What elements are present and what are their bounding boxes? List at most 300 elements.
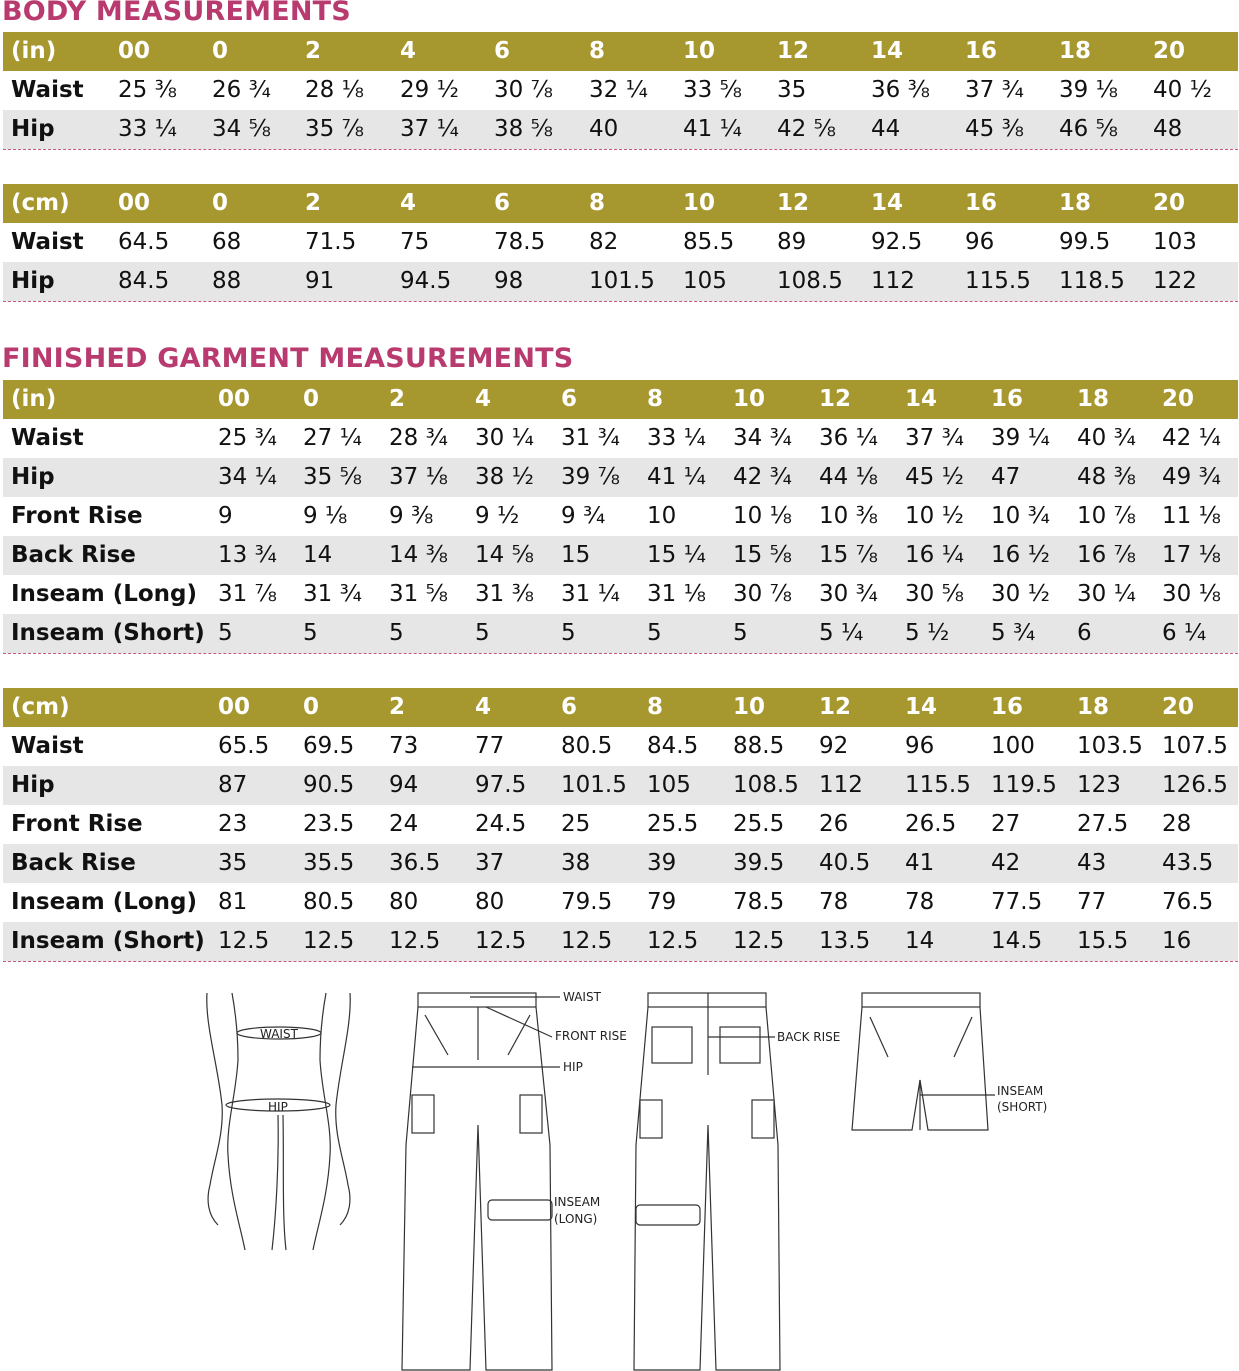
measurement-cell: 16 ¼ (905, 542, 964, 568)
diagram-label-inseam-short-2: (SHORT) (997, 1100, 1048, 1114)
measurement-cell: 80 (389, 889, 419, 915)
measurement-cell: 84.5 (118, 268, 170, 294)
measurement-cell: 6 (1077, 620, 1092, 646)
measurement-cell: 42 ⅝ (777, 116, 836, 142)
table-row (3, 844, 1238, 883)
measurement-cell: 71.5 (305, 229, 357, 255)
table-row (3, 262, 1238, 301)
measurement-cell: 14.5 (991, 928, 1043, 954)
measurement-cell: 119.5 (991, 772, 1057, 798)
measurement-cell: 38 ⅝ (494, 116, 553, 142)
measurement-cell: 43.5 (1162, 850, 1214, 876)
measurement-cell: 85.5 (683, 229, 735, 255)
measurement-cell: 35 ⅝ (303, 464, 362, 490)
size-header: 2 (389, 386, 406, 412)
measurement-cell: 78 (819, 889, 849, 915)
measurement-cell: 33 ¼ (118, 116, 177, 142)
size-header: 4 (400, 190, 417, 216)
diagram-label-inseam-short-1: INSEAM (997, 1084, 1044, 1098)
measurement-cell: 37 ⅛ (389, 464, 448, 490)
row-label: Waist (11, 77, 84, 103)
measurement-cell: 69.5 (303, 733, 355, 759)
measurement-cell: 16 ½ (991, 542, 1050, 568)
measurement-cell: 5 (647, 620, 662, 646)
garment-cm-table (3, 688, 1238, 962)
measurement-cell: 90.5 (303, 772, 355, 798)
measurement-cell: 122 (1153, 268, 1197, 294)
measurement-cell: 39 (647, 850, 677, 876)
measurement-cell: 79 (647, 889, 677, 915)
measurement-cell: 15 ⅝ (733, 542, 792, 568)
size-header: 16 (965, 190, 998, 216)
size-header: 14 (905, 386, 938, 412)
measurement-cell: 30 ⅛ (1162, 581, 1221, 607)
measurement-cell: 10 ¾ (991, 503, 1050, 529)
diagram-label-inseam-long-1: INSEAM (554, 1195, 601, 1209)
measurement-cell: 29 ½ (400, 77, 459, 103)
size-header: 00 (118, 38, 151, 64)
size-header: 20 (1153, 190, 1186, 216)
measurement-cell: 92.5 (871, 229, 923, 255)
measurement-cell: 96 (905, 733, 935, 759)
size-header: 18 (1059, 190, 1092, 216)
size-header: 14 (905, 694, 938, 720)
measurement-cell: 39 ¼ (991, 425, 1050, 451)
size-header: 0 (303, 386, 320, 412)
measurement-cell: 9 ¾ (561, 503, 606, 529)
measurement-cell: 40 ¾ (1077, 425, 1136, 451)
measurement-cell: 97.5 (475, 772, 527, 798)
measurement-cell: 34 ⅝ (212, 116, 271, 142)
measurement-cell: 89 (777, 229, 807, 255)
measurement-cell: 82 (589, 229, 619, 255)
measurement-cell: 40 (589, 116, 619, 142)
measurement-cell: 9 ⅛ (303, 503, 348, 529)
table-header-row (3, 184, 1238, 223)
diagram-label-front-rise: FRONT RISE (555, 1029, 627, 1043)
measurement-cell: 41 (905, 850, 935, 876)
measurement-cell: 31 ⅛ (647, 581, 706, 607)
size-header: 8 (647, 694, 664, 720)
diagram-label-back-rise: BACK RISE (777, 1030, 841, 1044)
row-label: Hip (11, 268, 55, 294)
diagram-label-waist: WAIST (563, 990, 601, 1004)
measurement-cell: 35 (777, 77, 807, 103)
measurement-cell: 17 ⅛ (1162, 542, 1221, 568)
measurement-cell: 30 ⅞ (494, 77, 553, 103)
measurement-cell: 10 ½ (905, 503, 964, 529)
measurement-cell: 12.5 (389, 928, 441, 954)
body-in-table (3, 32, 1238, 150)
measurement-cell: 103 (1153, 229, 1197, 255)
row-label: Waist (11, 425, 84, 451)
measurement-cell: 44 ⅛ (819, 464, 878, 490)
measurement-cell: 38 (561, 850, 591, 876)
measurement-cell: 41 ¼ (647, 464, 706, 490)
measurement-cell: 88.5 (733, 733, 785, 759)
body-cm-table (3, 184, 1238, 302)
measurement-cell: 80.5 (561, 733, 613, 759)
row-label: Hip (11, 772, 55, 798)
size-header: 4 (475, 386, 492, 412)
measurement-cell: 31 ⅜ (475, 581, 534, 607)
measurement-cell: 12.5 (218, 928, 270, 954)
measurement-cell: 31 ¾ (561, 425, 620, 451)
unit-label: (in) (11, 386, 57, 412)
measurement-cell: 27 ¼ (303, 425, 362, 451)
size-header: 20 (1162, 694, 1195, 720)
size-header: 0 (303, 694, 320, 720)
measurement-cell: 65.5 (218, 733, 270, 759)
size-header: 14 (871, 38, 904, 64)
unit-label: (cm) (11, 190, 70, 216)
measurement-cell: 15.5 (1077, 928, 1129, 954)
table-row (3, 766, 1238, 805)
size-header: 6 (494, 38, 511, 64)
size-header: 16 (965, 38, 998, 64)
diagram-label-inseam-long-2: (LONG) (554, 1212, 598, 1226)
table-row (3, 536, 1238, 575)
measurement-cell: 68 (212, 229, 242, 255)
measurement-cell: 12.5 (647, 928, 699, 954)
measurement-cell: 25.5 (733, 811, 785, 837)
measurement-cell: 39 ⅛ (1059, 77, 1118, 103)
table-row (3, 223, 1238, 262)
measurement-cell: 27 (991, 811, 1021, 837)
measurement-cell: 34 ¾ (733, 425, 792, 451)
measurement-cell: 12.5 (303, 928, 355, 954)
measurement-cell: 80.5 (303, 889, 355, 915)
table-row (3, 922, 1238, 961)
measurement-cell: 26 (819, 811, 849, 837)
measurement-cell: 32 ¼ (589, 77, 648, 103)
measurement-cell: 101.5 (561, 772, 627, 798)
measurement-cell: 26 ¾ (212, 77, 271, 103)
measurement-cell: 10 (647, 503, 677, 529)
measurement-cell: 108.5 (777, 268, 843, 294)
size-header: 00 (118, 190, 151, 216)
measurement-cell: 94.5 (400, 268, 452, 294)
measurement-cell: 77 (475, 733, 505, 759)
measurement-cell: 33 ⅝ (683, 77, 742, 103)
row-label: Waist (11, 229, 84, 255)
measurement-cell: 15 ¼ (647, 542, 706, 568)
measurement-cell: 42 ¼ (1162, 425, 1221, 451)
size-header: 10 (733, 694, 766, 720)
unit-label: (in) (11, 38, 57, 64)
measurement-cell: 24.5 (475, 811, 527, 837)
measurement-cell: 112 (871, 268, 915, 294)
table-bottom-border (3, 961, 1238, 962)
measurement-cell: 5 (389, 620, 404, 646)
measurement-cell: 37 ¾ (905, 425, 964, 451)
measurement-cell: 77 (1077, 889, 1107, 915)
table-row (3, 805, 1238, 844)
long-pants-back-illustration (634, 993, 780, 1370)
measurement-cell: 88 (212, 268, 242, 294)
measurement-cell: 13.5 (819, 928, 871, 954)
measurement-cell: 36.5 (389, 850, 441, 876)
row-label: Hip (11, 116, 55, 142)
row-label: Back Rise (11, 850, 136, 876)
measurement-cell: 79.5 (561, 889, 613, 915)
row-label: Inseam (Short) (11, 620, 205, 646)
row-label: Waist (11, 733, 84, 759)
size-header: 20 (1153, 38, 1186, 64)
table-row (3, 497, 1238, 536)
measurement-cell: 16 ⅞ (1077, 542, 1136, 568)
size-header: 8 (589, 38, 606, 64)
row-label: Inseam (Long) (11, 581, 198, 607)
measurement-cell: 47 (991, 464, 1021, 490)
measurement-cell: 5 ¾ (991, 620, 1036, 646)
measurement-cell: 41 ¼ (683, 116, 742, 142)
size-header: 8 (647, 386, 664, 412)
measurement-cell: 40 ½ (1153, 77, 1212, 103)
measurement-cell: 80 (475, 889, 505, 915)
measurement-cell: 30 ⅝ (905, 581, 964, 607)
measurement-cell: 44 (871, 116, 901, 142)
size-header: 00 (218, 694, 251, 720)
measurement-cell: 16 (1162, 928, 1192, 954)
finished-garment-title: FINISHED GARMENT MEASUREMENTS (2, 343, 574, 374)
row-label: Inseam (Long) (11, 889, 198, 915)
measurement-cell: 84.5 (647, 733, 699, 759)
measurement-cell: 23 (218, 811, 248, 837)
measurement-cell: 31 ⅝ (389, 581, 448, 607)
measurement-cell: 94 (389, 772, 419, 798)
measurement-cell: 15 ⅞ (819, 542, 878, 568)
measurement-cell: 92 (819, 733, 849, 759)
measurement-cell: 36 ¼ (819, 425, 878, 451)
size-header: 20 (1162, 386, 1195, 412)
size-header: 16 (991, 694, 1024, 720)
size-header: 00 (218, 386, 251, 412)
measurement-cell: 118.5 (1059, 268, 1125, 294)
measurement-cell: 123 (1077, 772, 1121, 798)
measurement-cell: 25.5 (647, 811, 699, 837)
measurement-cell: 9 (218, 503, 233, 529)
size-header: 0 (212, 190, 229, 216)
measurement-cell: 6 ¼ (1162, 620, 1207, 646)
measurement-cell: 38 ½ (475, 464, 534, 490)
measurement-cell: 39 ⅞ (561, 464, 620, 490)
measurement-cell: 75 (400, 229, 430, 255)
measurement-cell: 31 ¼ (561, 581, 620, 607)
measurement-cell: 49 ¾ (1162, 464, 1221, 490)
long-pants-front-illustration (402, 993, 560, 1370)
measurement-cell: 42 (991, 850, 1021, 876)
measurement-cell: 48 ⅜ (1077, 464, 1136, 490)
table-bottom-border (3, 149, 1238, 150)
measurement-cell: 40.5 (819, 850, 871, 876)
measurement-cell: 5 (218, 620, 233, 646)
measurement-cell: 24 (389, 811, 419, 837)
measurement-cell: 27.5 (1077, 811, 1129, 837)
measurement-cell: 5 (733, 620, 748, 646)
measurement-cell: 76.5 (1162, 889, 1214, 915)
measurement-cell: 100 (991, 733, 1035, 759)
measurement-cell: 91 (305, 268, 335, 294)
measurement-cell: 98 (494, 268, 524, 294)
table-row (3, 727, 1238, 766)
measurement-cell: 15 (561, 542, 591, 568)
table-bottom-border (3, 653, 1238, 654)
measurement-cell: 99.5 (1059, 229, 1111, 255)
size-header: 18 (1077, 386, 1110, 412)
measurement-cell: 26.5 (905, 811, 957, 837)
size-header: 6 (561, 694, 578, 720)
measurement-cell: 103.5 (1077, 733, 1143, 759)
diagram-label-body-hip: HIP (268, 1100, 288, 1114)
measurement-cell: 36 ⅜ (871, 77, 930, 103)
measurement-cell: 9 ½ (475, 503, 520, 529)
size-header: 18 (1059, 38, 1092, 64)
size-header: 4 (475, 694, 492, 720)
size-header: 2 (389, 694, 406, 720)
measurement-cell: 77.5 (991, 889, 1043, 915)
shorts-illustration (852, 993, 995, 1130)
row-label: Inseam (Short) (11, 928, 205, 954)
measurement-diagrams (0, 985, 1239, 1371)
measurement-cell: 14 (905, 928, 935, 954)
size-header: 12 (777, 190, 810, 216)
table-row (3, 419, 1238, 458)
measurement-cell: 5 (561, 620, 576, 646)
measurement-cell: 37 ¼ (400, 116, 459, 142)
measurement-cell: 37 (475, 850, 505, 876)
measurement-cell: 108.5 (733, 772, 799, 798)
table-row (3, 614, 1238, 653)
measurement-cell: 12.5 (733, 928, 785, 954)
measurement-cell: 34 ¼ (218, 464, 277, 490)
table-header-row (3, 688, 1238, 727)
measurement-cell: 28 (1162, 811, 1192, 837)
table-row (3, 110, 1238, 149)
measurement-cell: 5 ½ (905, 620, 950, 646)
size-header: 6 (494, 190, 511, 216)
row-label: Front Rise (11, 503, 143, 529)
measurement-cell: 115.5 (905, 772, 971, 798)
measurement-cell: 35 (218, 850, 248, 876)
unit-label: (cm) (11, 694, 70, 720)
diagram-label-hip: HIP (563, 1060, 583, 1074)
size-header: 12 (819, 386, 852, 412)
size-header: 6 (561, 386, 578, 412)
measurement-cell: 28 ⅛ (305, 77, 364, 103)
measurement-cell: 81 (218, 889, 248, 915)
measurement-cell: 48 (1153, 116, 1183, 142)
size-header: 0 (212, 38, 229, 64)
measurement-cell: 25 (561, 811, 591, 837)
table-row (3, 71, 1238, 110)
measurement-cell: 14 ⅜ (389, 542, 448, 568)
measurement-cell: 78.5 (494, 229, 546, 255)
size-header: 10 (683, 38, 716, 64)
measurement-cell: 126.5 (1162, 772, 1228, 798)
measurement-cell: 37 ¾ (965, 77, 1024, 103)
measurement-cell: 31 ¾ (303, 581, 362, 607)
measurement-cell: 10 ⅛ (733, 503, 792, 529)
measurement-cell: 35.5 (303, 850, 355, 876)
measurement-cell: 78.5 (733, 889, 785, 915)
table-row (3, 575, 1238, 614)
size-header: 8 (589, 190, 606, 216)
body-measurements-title: BODY MEASUREMENTS (2, 0, 351, 27)
measurement-cell: 73 (389, 733, 419, 759)
measurement-cell: 45 ⅜ (965, 116, 1024, 142)
measurement-cell: 33 ¼ (647, 425, 706, 451)
size-header: 2 (305, 190, 322, 216)
measurement-cell: 30 ¼ (475, 425, 534, 451)
measurement-cell: 5 ¼ (819, 620, 864, 646)
measurement-cell: 112 (819, 772, 863, 798)
measurement-cell: 78 (905, 889, 935, 915)
size-header: 18 (1077, 694, 1110, 720)
measurement-cell: 46 ⅝ (1059, 116, 1118, 142)
measurement-cell: 64.5 (118, 229, 170, 255)
measurement-cell: 14 ⅝ (475, 542, 534, 568)
measurement-cell: 39.5 (733, 850, 785, 876)
measurement-cell: 30 ¼ (1077, 581, 1136, 607)
row-label: Hip (11, 464, 55, 490)
size-header: 10 (683, 190, 716, 216)
diagram-label-body-waist: WAIST (260, 1027, 298, 1041)
measurement-cell: 5 (475, 620, 490, 646)
table-row (3, 458, 1238, 497)
measurement-cell: 25 ¾ (218, 425, 277, 451)
table-header-row (3, 380, 1238, 419)
measurement-cell: 30 ⅞ (733, 581, 792, 607)
row-label: Back Rise (11, 542, 136, 568)
row-label: Front Rise (11, 811, 143, 837)
measurement-cell: 105 (683, 268, 727, 294)
measurement-cell: 9 ⅜ (389, 503, 434, 529)
measurement-cell: 5 (303, 620, 318, 646)
measurement-cell: 30 ½ (991, 581, 1050, 607)
measurement-cell: 96 (965, 229, 995, 255)
measurement-cell: 45 ½ (905, 464, 964, 490)
measurement-cell: 28 ¾ (389, 425, 448, 451)
measurement-cell: 25 ⅜ (118, 77, 177, 103)
size-header: 10 (733, 386, 766, 412)
measurement-cell: 14 (303, 542, 333, 568)
measurement-cell: 101.5 (589, 268, 655, 294)
measurement-cell: 35 ⅞ (305, 116, 364, 142)
size-header: 16 (991, 386, 1024, 412)
measurement-cell: 23.5 (303, 811, 355, 837)
measurement-cell: 115.5 (965, 268, 1031, 294)
measurement-cell: 107.5 (1162, 733, 1228, 759)
measurement-cell: 10 ⅞ (1077, 503, 1136, 529)
table-row (3, 883, 1238, 922)
measurement-cell: 31 ⅞ (218, 581, 277, 607)
size-header: 12 (777, 38, 810, 64)
measurement-cell: 12.5 (561, 928, 613, 954)
size-header: 14 (871, 190, 904, 216)
measurement-cell: 42 ¾ (733, 464, 792, 490)
measurement-cell: 12.5 (475, 928, 527, 954)
measurement-cell: 11 ⅛ (1162, 503, 1221, 529)
table-header-row (3, 32, 1238, 71)
measurement-cell: 105 (647, 772, 691, 798)
size-header: 2 (305, 38, 322, 64)
measurement-cell: 10 ⅜ (819, 503, 878, 529)
size-header: 4 (400, 38, 417, 64)
measurement-cell: 87 (218, 772, 248, 798)
measurement-cell: 30 ¾ (819, 581, 878, 607)
table-bottom-border (3, 301, 1238, 302)
